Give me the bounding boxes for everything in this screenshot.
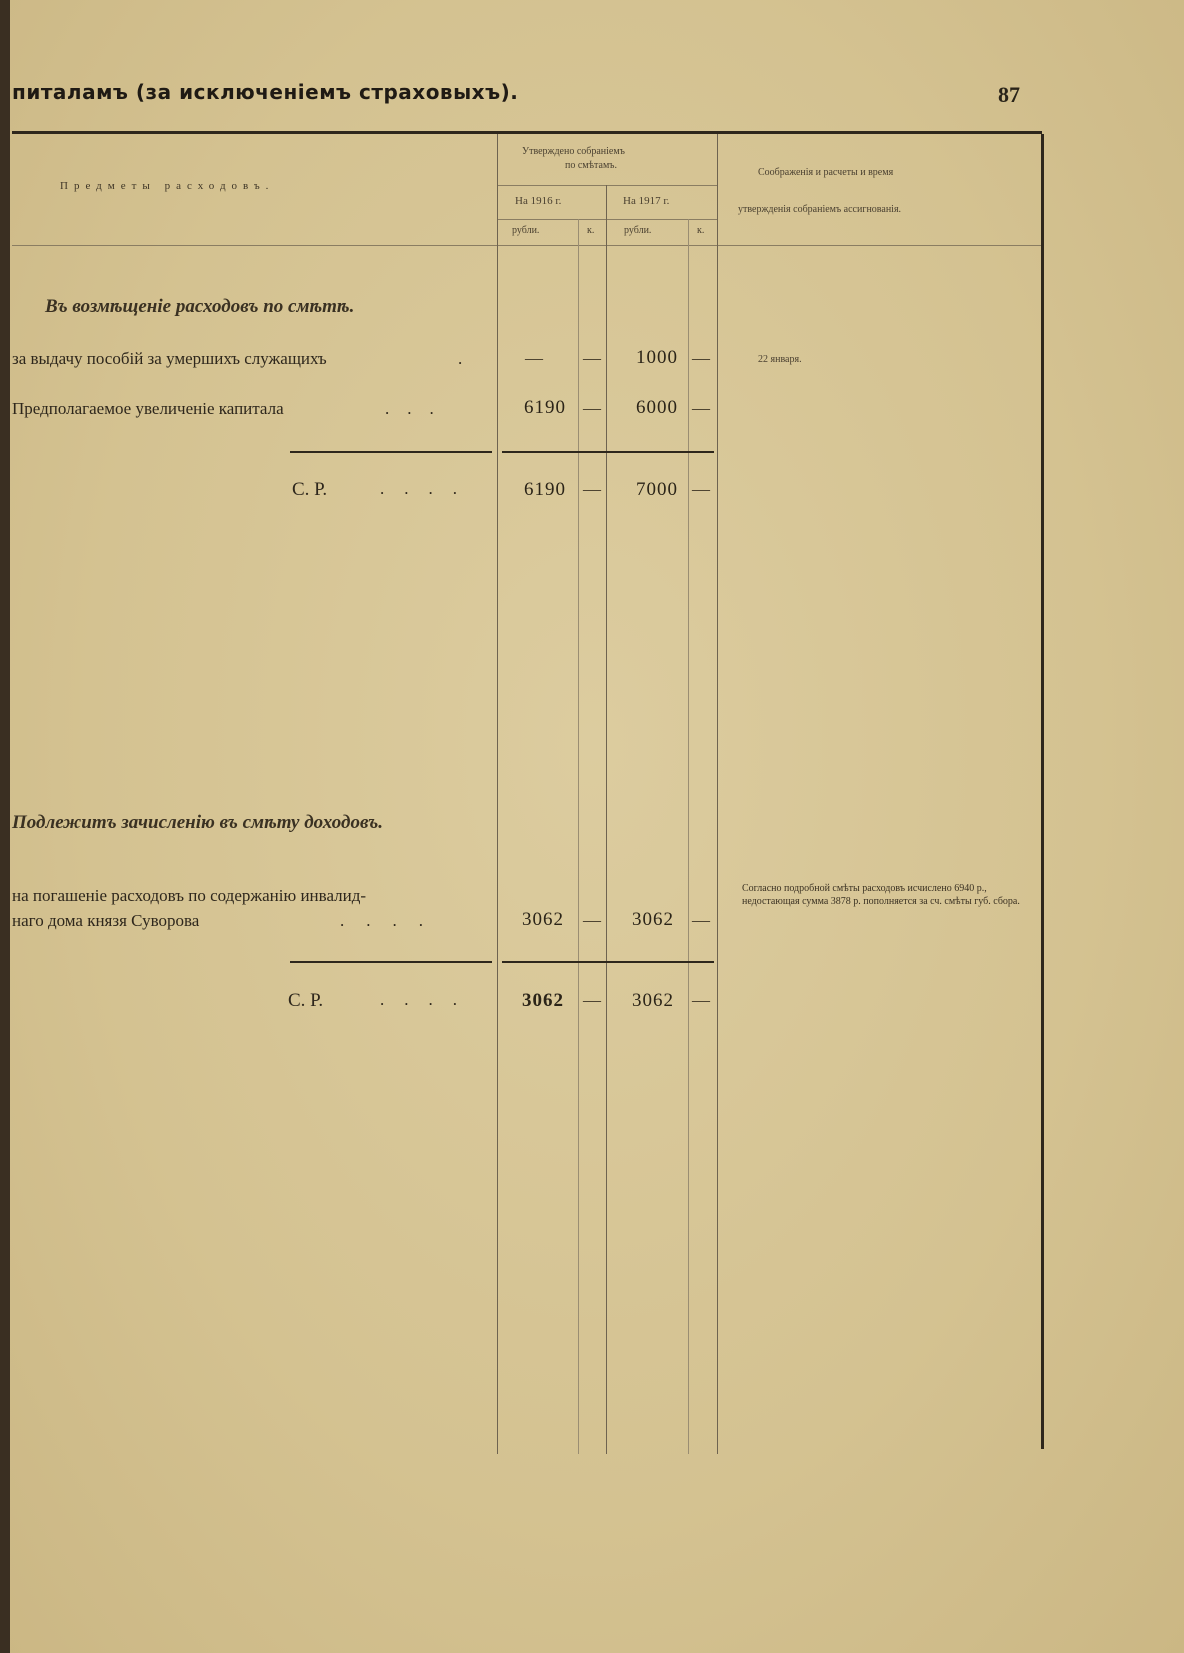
row-dots: ...	[385, 399, 452, 418]
total-1916-kop: —	[583, 479, 601, 499]
total-dots: ....	[380, 479, 477, 498]
rubles-1917-header: рубли.	[624, 225, 652, 236]
section-title: Подлежитъ зачисленію въ смѣту доходовъ.	[12, 812, 383, 833]
page-title: питаламъ (за исключеніемъ страховыхъ).	[12, 80, 519, 104]
table-top-rule	[12, 131, 1042, 134]
section-title: Въ возмѣщеніе расходовъ по смѣтѣ.	[45, 296, 355, 317]
unit-rule	[498, 219, 718, 220]
row-label: Предполагаемое увеличеніе капитала	[12, 399, 284, 418]
subtotal-rule-values	[502, 451, 714, 453]
subtotal-rule-label	[290, 961, 492, 963]
book-spine	[0, 0, 10, 1653]
rubles-1916-header: рубли.	[512, 225, 540, 236]
cell-1917-kop: —	[692, 348, 710, 368]
total-1917-kop: —	[692, 990, 710, 1010]
page-number: 87	[998, 82, 1020, 107]
total-label: С. Р.	[292, 479, 328, 500]
col-divider-4	[688, 219, 689, 1454]
cell-1917-kop: —	[692, 398, 710, 418]
total-1917-rub: 3062	[632, 990, 674, 1011]
row-dots: .	[458, 349, 463, 368]
notes-header-line1: Соображенія и расчеты и время	[758, 167, 894, 178]
col-divider-1	[497, 134, 498, 1454]
row-note: Согласно подробной смѣты расходовъ исчислено 6940 р., недостающая сумма 3878 р. пополняется за сч. смѣты губ. сбора.	[742, 883, 1020, 907]
kop-1917-header: к.	[697, 225, 705, 236]
col-divider-2	[578, 219, 579, 1454]
notes-header-line2: утвержденія собраніемъ ассигнованія.	[738, 204, 902, 215]
row-label-line1: на погашеніе расходовъ по содержанію инвалид-	[12, 886, 367, 905]
year-1917-header: На 1917 г.	[623, 195, 670, 207]
col-divider-3	[606, 185, 607, 1454]
approved-header-line2: по смѣтамъ.	[565, 160, 617, 171]
total-1916-kop: —	[583, 990, 601, 1010]
kop-1916-header: к.	[587, 225, 595, 236]
subjects-header: Предметы расходовъ.	[60, 180, 275, 192]
row-label: за выдачу пособій за умершихъ служащихъ	[12, 349, 327, 368]
cell-1916-kop: —	[583, 348, 601, 368]
table-right-rule	[1041, 134, 1044, 1449]
total-1916-rub: 3062	[522, 990, 564, 1011]
approved-header-line1: Утверждено собраніемъ	[522, 146, 625, 157]
total-1917-rub: 7000	[636, 479, 678, 500]
cell-1916-kop: —	[583, 910, 601, 930]
col-divider-5	[717, 134, 718, 1454]
total-1916-rub: 6190	[524, 479, 566, 500]
total-1917-kop: —	[692, 479, 710, 499]
cell-1917-rub: 1000	[636, 347, 678, 368]
cell-1916-kop: —	[583, 398, 601, 418]
cell-1916-rub: —	[525, 348, 543, 368]
row-note: 22 января.	[758, 354, 802, 365]
cell-1917-kop: —	[692, 910, 710, 930]
row-label-line2: наго дома князя Суворова	[12, 911, 200, 930]
cell-1916-rub: 3062	[522, 909, 564, 930]
total-dots: ....	[380, 990, 477, 1009]
row-dots: ....	[340, 911, 445, 930]
cell-1917-rub: 6000	[636, 397, 678, 418]
subtotal-rule-values	[502, 961, 714, 963]
cell-1917-rub: 3062	[632, 909, 674, 930]
subtotal-rule-label	[290, 451, 492, 453]
year-1916-header: На 1916 г.	[515, 195, 562, 207]
cell-1916-rub: 6190	[524, 397, 566, 418]
year-rule	[498, 185, 718, 186]
header-bottom-rule	[12, 245, 1042, 246]
total-label: С. Р.	[288, 990, 324, 1011]
